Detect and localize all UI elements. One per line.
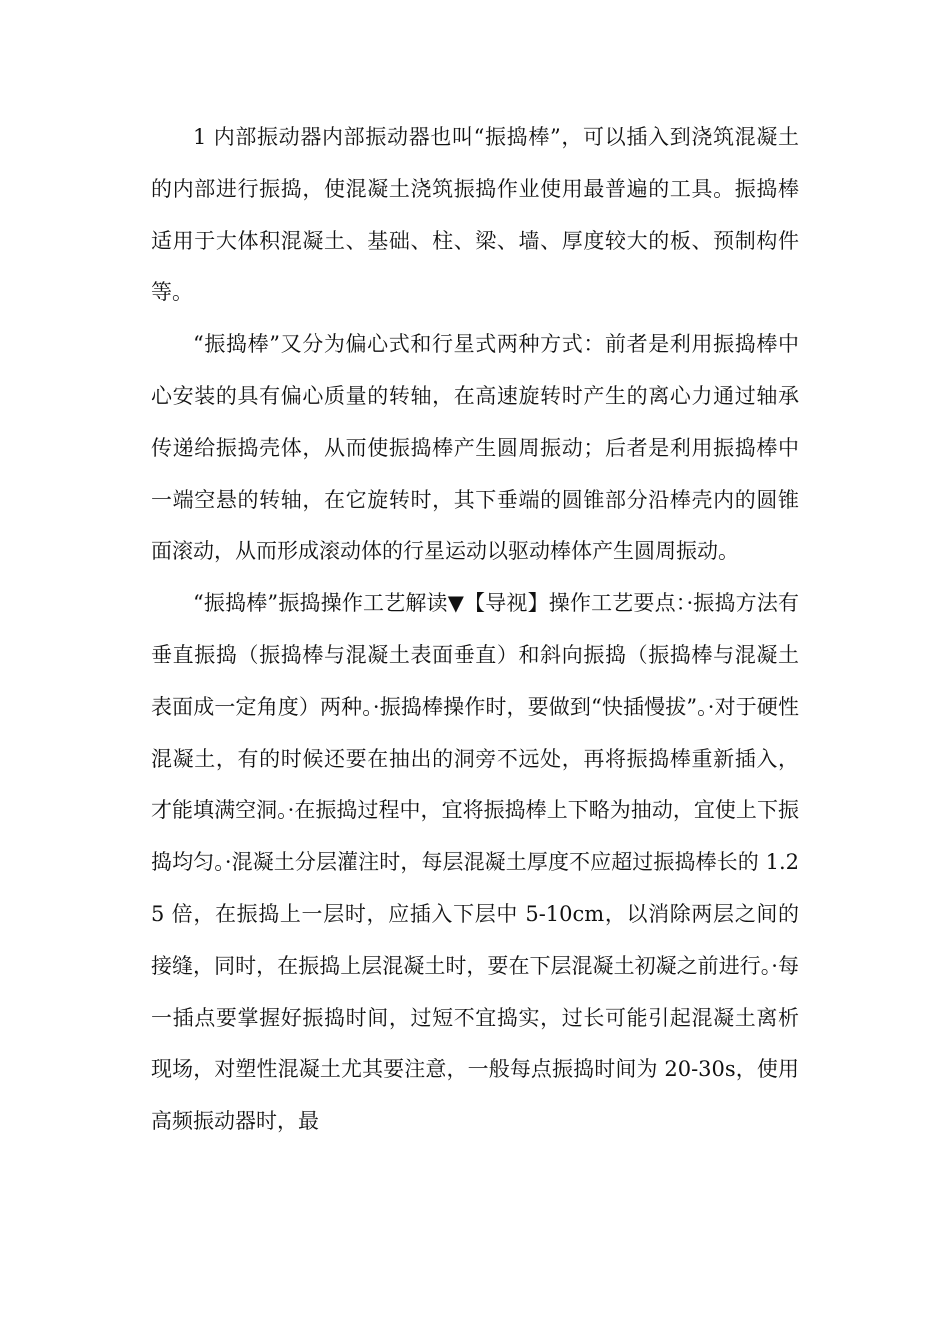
paragraph-vibrator-types: “振捣棒”又分为偏心式和行星式两种方式：前者是利用振捣棒中心安装的具有偏心质量的转轴，在高速旋转时产生的离心力通过轴承传递给振捣壳体，从而使振捣棒产生圆周振动；后者是利用振捣棒中一端空悬的转轴，在它旋转时，其下垂端的圆锥部分沿棒壳内的圆锥面滚动，从而形成滚动体的行星运动以驱动棒体产生圆周振动。 [151, 332, 799, 564]
paragraph-internal-vibrator: 1 内部振动器内部振动器也叫“振捣棒”，可以插入到浇筑混凝土的内部进行振捣，使混凝土浇筑振捣作业使用最普遍的工具。振捣棒适用于大体积混凝土、基础、柱、梁、墙、厚度较大的板、预制构件等。 [151, 125, 799, 305]
paragraph-operation-process: “振捣棒”振捣操作工艺解读▼【导视】操作工艺要点：·振捣方法有垂直振捣（振捣棒与混凝土表面垂直）和斜向振捣（振捣棒与混凝土表面成一定角度）两种。·振捣棒操作时，要做到“快插慢拔”。·对于硬性混凝土，有的时候还要在抽出的洞旁不远处，再将振捣棒重新插入，才能填满空洞。·在振捣过程中，宜将振捣棒上下略为抽动，宜使上下振捣均匀。·混凝土分层灌注时，每层混凝土厚度不应超过振捣棒长的 1.25 倍，在振捣上一层时，应插入下层中 5-10cm，以消除两层之间的接缝，同时，在振捣上层混凝土时，要在下层混凝土初凝之前进行。·每一插点要掌握好振捣时间，过短不宜捣实，过长可能引起混凝土离析现场，对塑性混凝土尤其要注意，一般每点振捣时间为 20-30s，使用高频振动器时，最 [151, 591, 799, 1134]
document-body [151, 112, 799, 1148]
